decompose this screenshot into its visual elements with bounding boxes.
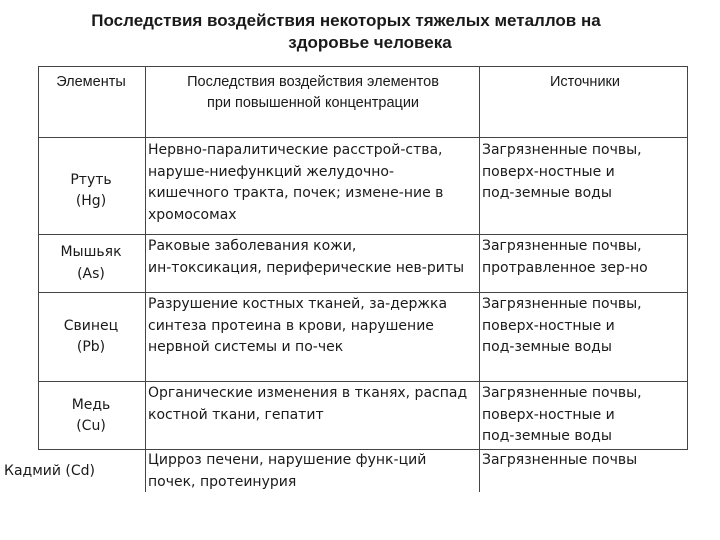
- row-divider: [38, 449, 688, 450]
- header-sources: Источники: [549, 74, 620, 90]
- element-cell: [38, 138, 144, 234]
- table-row: [38, 235, 688, 292]
- sources-cell: Загрязненные почвы, поверх-ностные и под-земные воды: [482, 385, 642, 444]
- effects-cell: Цирроз печени, нарушение функ-ций почек, протеинурия: [148, 452, 427, 490]
- title-line-1: Последствия воздействия некоторых тяжелых металлов на: [91, 11, 601, 30]
- heavy-metals-table: [4, 66, 688, 492]
- row-divider: [38, 292, 688, 293]
- column-divider: [145, 66, 146, 492]
- table-row: [4, 450, 688, 494]
- row-divider: [38, 137, 688, 138]
- element-name: Медь (Cu): [71, 396, 111, 434]
- table-border-top: [38, 66, 688, 67]
- table-header-row: [38, 66, 688, 137]
- sources-cell: Загрязненные почвы, поверх-ностные и под-земные воды: [482, 142, 642, 201]
- table-row: [38, 382, 688, 450]
- table-row: [38, 293, 688, 381]
- table-row: [38, 138, 688, 234]
- effects-cell: Разрушение костных тканей, за-держка синтеза протеина в крови, нарушение нервной системы и по-чек: [148, 296, 448, 355]
- effects-cell: Органические изменения в тканях, распад костной ткани, гепатит: [148, 385, 468, 423]
- page-title: [0, 10, 720, 54]
- sources-cell: Загрязненные почвы: [482, 452, 638, 468]
- element-name: Мышьяк (As): [60, 244, 122, 282]
- header-elements: Элементы: [56, 74, 126, 90]
- row-divider: [38, 234, 688, 235]
- effects-cell: Раковые заболевания кожи, ин-токсикация, периферические нев-риты: [148, 238, 465, 276]
- sources-cell: Загрязненные почвы, поверх-ностные и под-земные воды: [482, 296, 642, 355]
- element-name: Ртуть (Hg): [70, 171, 112, 209]
- element-name: Свинец (Pb): [63, 317, 119, 355]
- element-cell: [38, 382, 144, 450]
- header-effects: Последствия воздействия элементов при повышенной концентрации: [187, 74, 439, 111]
- element-name: Кадмий (Cd): [4, 463, 95, 480]
- sources-cell: Загрязненные почвы, протравленное зер-но: [482, 238, 648, 276]
- effects-cell: Нервно-паралитические расстрой-ства, наруше-ниефункций желудочно- кишечного тракта, почек; измене-ние в хромосомах: [148, 142, 444, 223]
- table-border-right: [687, 66, 688, 450]
- element-cell: [4, 450, 146, 494]
- column-divider: [479, 66, 480, 492]
- row-divider: [38, 381, 688, 382]
- element-cell: [38, 235, 144, 292]
- element-cell: [38, 293, 144, 381]
- title-line-2: здоровье человека: [288, 33, 452, 52]
- table-border-left: [38, 66, 39, 450]
